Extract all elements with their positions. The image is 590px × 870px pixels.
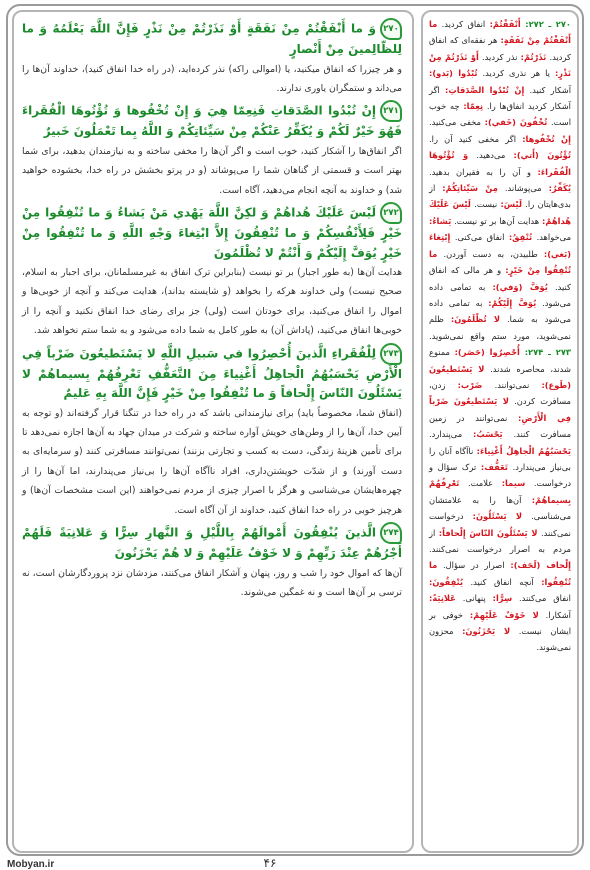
verse-arabic: لَيْسَ عَلَيْكَ هُداهُمْ وَ لكِنَّ اللَّهَ يَهْدي مَنْ يَشاءُ وَ ما تُنْفِقُوا مِنْ خَيْرٍ فَلِأَنْفُسِكُمْ وَ ما تُنْفِقُونَ إِلاَّ ابْتِغاءَ وَجْهِ اللَّهِ وَ ما تُنْفِقُوا مِنْ خَيْرٍ يُوَفَّ إِلَيْكُمْ وَ أَنْتُمْ لا تُظْلَمُونَ (22, 205, 402, 260)
glossary-gloss: از مردم به اصرار درخواست نمی‌کنند. (429, 527, 571, 554)
glossary-term: تَعْرِفُهُمْ بِسيماهُمْ: (429, 478, 571, 505)
glossary-term: نَذَرْتُمْ: (520, 51, 547, 62)
glossary-gloss: اصرار در سؤال. (443, 560, 505, 571)
glossary-gloss: اگر آشکار کردید انفاق‌ها را. (429, 84, 571, 112)
glossary-gloss: نمی‌توانند در زمین مسافرت کنند. (429, 412, 572, 440)
glossary-term: لا يَحْزَنُونَ: (462, 626, 511, 637)
glossary-term: يُنْفِقُونَ: (429, 576, 464, 587)
glossary-term: لا يَسْتَطيعُونَ (طَوع): (429, 363, 572, 390)
glossary-gloss: ممنوع شدند، محاصره شدند. (429, 347, 571, 374)
watermark: Mobyan.ir (7, 859, 55, 870)
glossary-gloss: یا هر نذری کردید. (482, 68, 550, 79)
glossary-term: تُنْفِقُ: (508, 232, 533, 243)
glossary-term: لا يَسْئَلُونَ: (472, 511, 523, 522)
verse-number-badge: ۲۷۱ (380, 100, 402, 122)
glossary-term: يُوَفَّ (وَفي): (492, 281, 548, 292)
glossary-term: عَلانِيَةً: (429, 593, 456, 604)
verse-translation: هدایت آن‌ها (به طور اجبار) بر تو نیست (بنابراین ترک انفاق به غیرمسلمانان، برای اجبار به اسلام، صحیح نیست) ولی خداوند هرکه را بخواهد (و شایسته بداند)، هدایت می‌کند و آنچه از خوبی‌ها و اموال را انفاق می‌کنید، برای خودتان است (ولی) جز برای رضای خدا انفاق نکنید و آنچه را از خوبی‌ها انفاق می‌کنید، (پاداش آن) به طور کامل به شما داده می‌شود و به شما ستم نخواهد شد. (22, 267, 402, 337)
glossary-gloss: علامت. (467, 478, 494, 489)
glossary-term: تُخْفُونَ (خَفي): (484, 117, 548, 128)
glossary-gloss: نذر کردید. (482, 51, 518, 62)
glossary-term: يَشاءُ: (429, 215, 452, 226)
glossary-term: تَعَفُّف: (480, 461, 508, 472)
glossary-term: أُحْصِرُوا (حَصَر): (454, 347, 520, 358)
glossary-section-heading: ۲۷۳ ـ ۲۷۴: (519, 347, 571, 358)
glossary-term: إِنْ تُبْدُوا الصَّدَقاتِ: (445, 84, 525, 95)
glossary-gloss: طلبیدن، به دست آوردن. (443, 248, 538, 259)
glossary-term: ضَرْب: (457, 379, 483, 390)
glossary-term: لَيْسَ: (500, 199, 523, 210)
glossary-term: يَحْسَبُهُمُ الْجاهِلُ أَغْنِياءَ: (476, 445, 572, 456)
glossary-term: إِنْ تُخْفُوها: (522, 133, 571, 144)
glossary-term: يُكَفِّرُ: (548, 183, 572, 194)
glossary-term: نِعِمّا: (463, 101, 484, 112)
verse-arabic: إِنْ تُبْدُوا الصَّدَقاتِ فَنِعِمّا هِيَ وَ إِنْ تُخْفُوها وَ تُؤْتُوهَا الْفُقَراءَ فَهُوَ خَيْرٌ لَكُمْ وَ يُكَفِّرُ عَنْكُمْ مِنْ سَيِّئاتِكُمْ وَ اللَّهُ بِما تَعْمَلُونَ خَبيرٌ (22, 103, 402, 139)
verse-block (22, 18, 402, 98)
glossary-term: لا يَسْتَطيعُونَ ضَرْباً فِي الْأَرْضِ: (429, 396, 572, 423)
glossary-gloss: می‌پوشاند. (504, 183, 542, 194)
glossary-gloss: و هر مالی که انفاق کنید. (429, 265, 571, 292)
verse-number-badge: ۲۷۴ (380, 522, 402, 544)
glossary-gloss: ناآگاه آنان را بی‌نیاز می‌پندارد. (429, 445, 571, 472)
verse-number-badge: ۲۷۳ (380, 343, 402, 365)
glossary-gloss: ترک سؤال و درخواست. (429, 461, 572, 489)
glossary-gloss: می‌دهید. (476, 150, 506, 161)
glossary-section-heading: ۲۷۰ ـ ۲۷۲: (520, 19, 571, 29)
verse-block (22, 343, 402, 520)
verse-number-badge: ۲۷۰ (380, 18, 402, 40)
glossary-gloss: آن‌ها را به علامتشان می‌شناسی. (429, 494, 572, 522)
glossary-term: لا تُظْلَمُونَ: (450, 314, 501, 325)
verse-translation: (انفاق شما، مخصوصاً باید) برای نیازمندانی باشد که در راه خدا در تنگنا قرار گرفته‌اند (و توجه به آیین خدا، آن‌ها را از وطن‌های خویش آواره ساخته و شرکت در میدان جهاد به آن‌ها اجازه نمی‌دهد تا برای تأمین هزینهٔ زندگی، دست به کسب و تجارتی بزنند) نمی‌توانند مسافرتی کنند (و سرمایه‌ای به دست آورند) و از شدّت خویشتن‌داری، افراد ناآگاه آن‌ها را بی‌نیاز می‌پندارند، اما آن‌ها را از چهره‌هایشان می‌شناسی و هرگز با اصرار چیزی از مردم نمی‌خواهند (این است مشخصات آن‌ها) و هرچیز خوبی در راه خدا انفاق کنید، خداوند از آن آگاه است. (22, 407, 402, 516)
verse-number-badge: ۲۷۲ (380, 202, 402, 224)
verse-arabic: الَّذينَ يُنْفِقُونَ أَمْوالَهُمْ بِاللَّيْلِ وَ النَّهارِ سِرًّا وَ عَلانِيَةً فَلَهُمْ أَجْرُهُمْ عِنْدَ رَبِّهِمْ وَ لا خَوْفٌ عَلَيْهِمْ وَ لا هُمْ يَحْزَنُونَ (22, 525, 402, 561)
glossary-gloss: به تمامی داده می‌شود به شما. (429, 297, 571, 325)
glossary-gloss: و آن را به فقیران بدهید. (429, 166, 532, 177)
glossary-term: أَنْفَقْتُمْ: (489, 19, 521, 29)
glossary-term: إِبْتِغاءَ (بَغي): (429, 232, 571, 259)
glossary-term: تُبْدُوا (بَدو): (429, 68, 478, 79)
glossary-gloss: خوفی بر ایشان نیست. (429, 609, 572, 637)
glossary-gloss: آشکارا. (545, 609, 571, 620)
glossary-term: تُؤْتُونَ (أَتي): (513, 150, 571, 161)
glossary-gloss: مخفی می‌کنید. (429, 117, 481, 128)
glossary-gloss: هر نفقه‌ای که انفاق کردید. (429, 35, 571, 62)
glossary-gloss: انفاق می‌کنند. (519, 593, 571, 604)
glossary-term: يَحْسَبُ: (473, 429, 503, 440)
glossary-text (429, 16, 571, 656)
verse-block (22, 202, 402, 341)
glossary-gloss: هدایت آن‌ها بر تو نیست. (454, 215, 540, 226)
verses-panel (12, 10, 414, 853)
glossary-panel (421, 10, 579, 853)
glossary-term: وَ تُؤْتُوهَا الْفُقَراءَ: (429, 150, 571, 177)
verse-arabic: وَ ما أَنْفَقْتُمْ مِنْ نَفَقَةٍ أَوْ نَذَرْتُمْ مِنْ نَذْرٍ فَإِنَّ اللَّهَ يَعْلَمُهُ وَ ما لِلظّالِمينَ مِنْ أَنْصارٍ (22, 21, 402, 56)
glossary-term: يُوَفَّ إِلَيْكُمْ: (488, 297, 537, 308)
glossary-gloss: می‌پندارد. (429, 429, 463, 440)
glossary-gloss: درخواست نمی‌کنند. (429, 511, 571, 538)
glossary-gloss: زدن، مسافرت کردن. (429, 379, 571, 407)
glossary-gloss: آشکار کنید. (529, 84, 572, 95)
glossary-gloss: ظلم نمی‌شوید، مورد ستم واقع نمی‌شوید. (429, 314, 571, 341)
glossary-gloss: از بدی‌هایتان را. (429, 183, 571, 210)
glossary-gloss: اگر مخفی کنید آن را. (429, 133, 517, 144)
glossary-gloss: نمی‌توانند. (494, 379, 530, 390)
glossary-gloss: به تمامی داده می‌شود. (429, 281, 571, 308)
glossary-term: أَوْ نَذَرْتُمْ مِنْ نَذْرٍ: (429, 51, 571, 79)
glossary-term: ما تُنْفِقُوا مِنْ خَيْرٍ: (429, 248, 572, 276)
glossary-gloss: می‌خواهد. (536, 232, 572, 243)
glossary-term: سيما: (501, 478, 526, 489)
verse-translation: اگر انفاق‌ها را آشکار کنید، خوب است و اگر آن‌ها را مخفی ساخته و به نیازمندان بدهید، برای شما بهتر است و قسمتی از گناهان شما را می‌پوشاند (و در پرتو بخشش در راه خدا، بخشوده خواهید شد) و خداوند به آنچه انجام می‌دهید، آگاه است. (22, 145, 402, 196)
glossary-gloss: نیست. (474, 199, 498, 210)
glossary-term: إِلْحاف (لَحَف): (510, 560, 571, 571)
glossary-gloss: محزون نمی‌شوند. (429, 626, 571, 653)
verse-translation: آن‌ها که اموال خود را شب و روز، پنهان و آشکار انفاق می‌کنند، مزدشان نزد پروردگارشان است، نه ترسی بر آن‌ها است و نه غمگین می‌شوند. (22, 567, 402, 598)
glossary-gloss: انفاق می‌کنی. (454, 232, 505, 243)
verse-arabic: لِلْفُقَراءِ الَّذينَ أُحْصِرُوا في سَبيلِ اللَّهِ لا يَسْتَطيعُونَ ضَرْباً فِي الْأَرْضِ يَحْسَبُهُمُ الْجاهِلُ أَغْنِياءَ مِنَ التَّعَفُّفِ تَعْرِفُهُمْ بِسيماهُمْ لا يَسْئَلُونَ النّاسَ إِلْحافاً وَ ما تُنْفِقُوا مِنْ خَيْرٍ فَإِنَّ اللَّهَ بِهِ عَليمٌ (22, 346, 402, 401)
glossary-gloss: آنچه انفاق کنید. (470, 576, 534, 587)
glossary-gloss: پنهانی. (462, 593, 486, 604)
glossary-term: سِرًّا: (492, 593, 513, 604)
page-number: ۴۶ (263, 856, 277, 870)
glossary-term: لا يَسْئَلُونَ النّاسَ إِلْحافاً: (438, 527, 538, 538)
verse-block (22, 100, 402, 200)
glossary-gloss: چه خوب است. (429, 101, 571, 128)
verse-block (22, 522, 402, 602)
glossary-term: لا خَوْفٌ عَلَيْهِمْ: (469, 609, 539, 620)
verse-translation: و هر چیزرا که انفاق میکنید، یا (اموالی راکه) نذر کرده‌اید، (در راه خدا انفاق کنید)، خداوند آن‌ها را می‌داند و ستمگران یاوری ندارند. (22, 63, 402, 94)
glossary-term: مِنْ سَيِّئاتِكُمْ: (442, 183, 498, 194)
glossary-term: ما تُنْفِقُوا: (429, 560, 571, 587)
glossary-term: لَيْسَ عَلَيْكَ هُداهُمْ: (429, 199, 571, 226)
glossary-term: ما أَنْفَقْتُمْ مِنْ نَفَقَةٍ: (429, 19, 571, 46)
glossary-gloss: انفاق کردید. (441, 19, 486, 29)
